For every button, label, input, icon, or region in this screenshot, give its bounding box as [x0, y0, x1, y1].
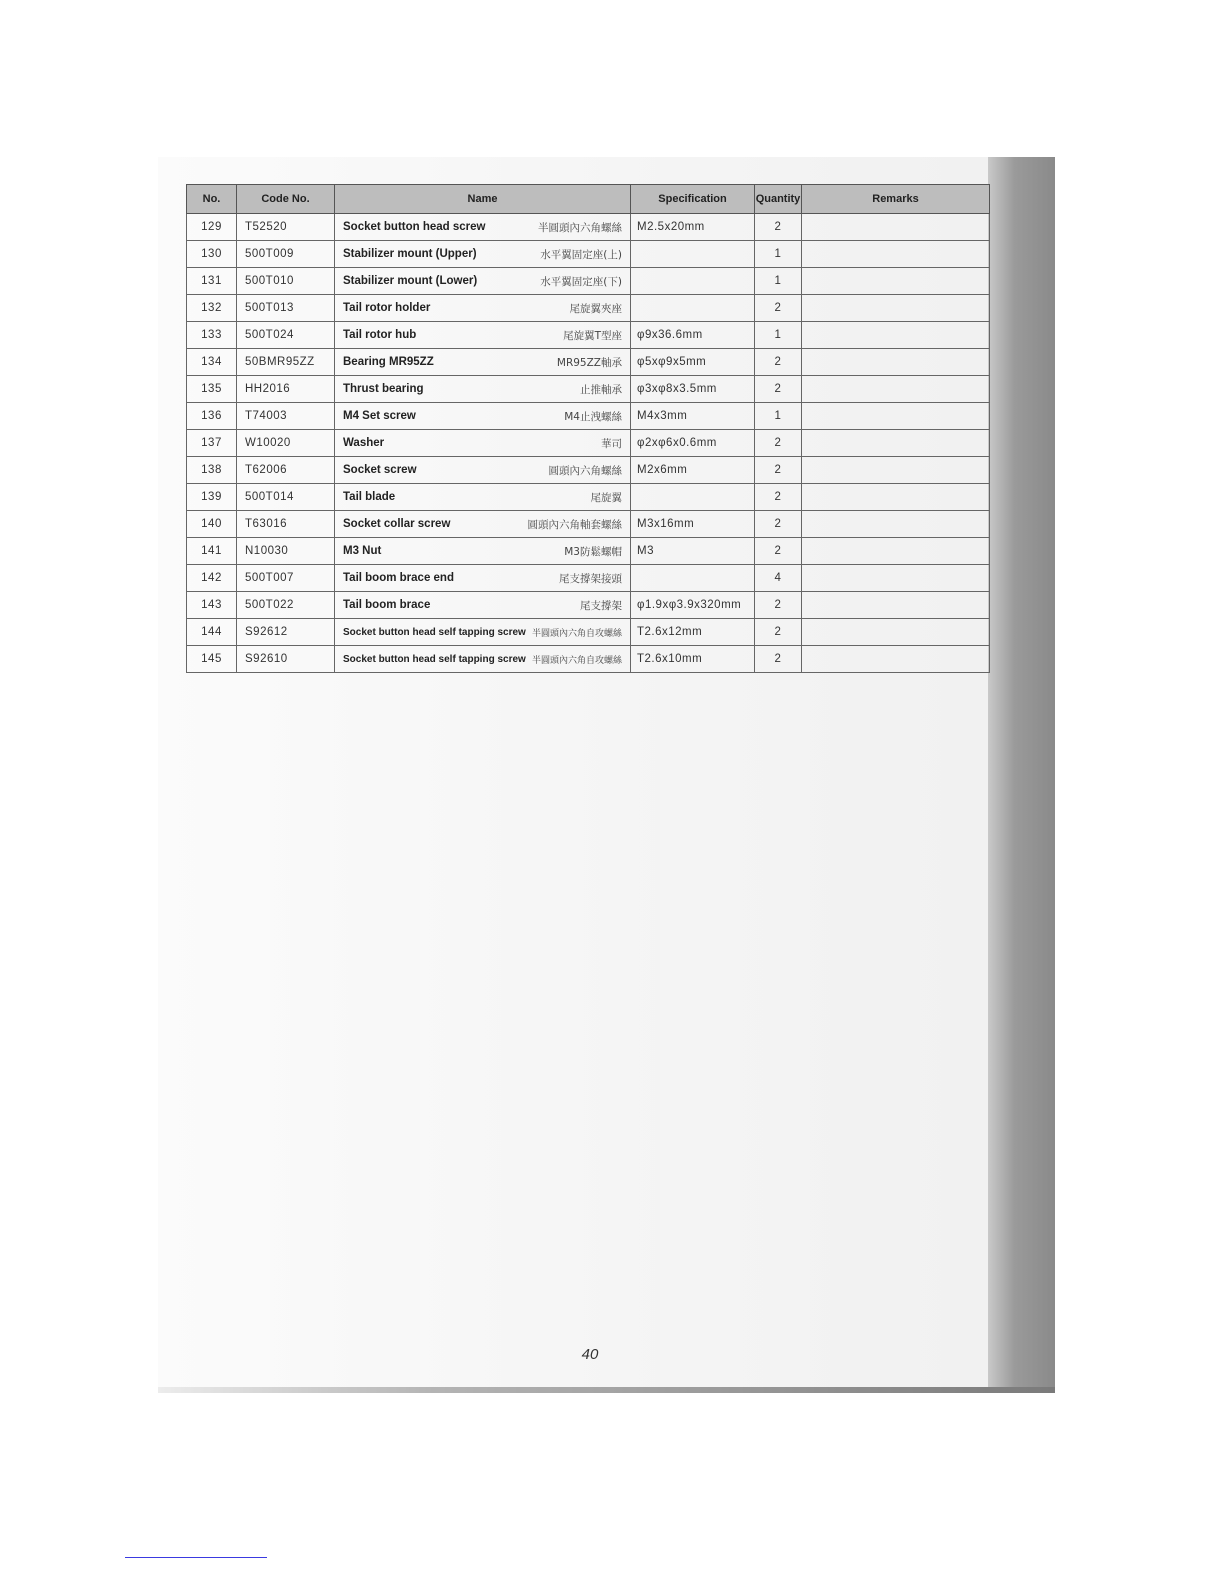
cell-specification: φ3xφ8x3.5mm — [631, 376, 755, 403]
table-header-row — [187, 185, 990, 214]
cell-code: 500T013 — [237, 295, 335, 322]
cell-remarks — [802, 646, 990, 673]
cell-name — [335, 619, 631, 646]
name-chinese: 圓頭內六角軸套螺絲 — [527, 518, 622, 531]
name-wrap — [343, 328, 622, 343]
name-chinese: M3防鬆螺帽 — [564, 545, 622, 558]
cell-no: 144 — [187, 619, 237, 646]
cell-quantity: 1 — [755, 403, 802, 430]
cell-remarks — [802, 430, 990, 457]
cell-quantity: 2 — [755, 646, 802, 673]
cell-specification: M4x3mm — [631, 403, 755, 430]
table-row — [187, 322, 990, 349]
name-chinese: 水平翼固定座(上) — [540, 248, 622, 261]
table-row — [187, 646, 990, 673]
cell-quantity: 1 — [755, 268, 802, 295]
cell-specification: M3 — [631, 538, 755, 565]
cell-name — [335, 241, 631, 268]
header-code: Code No. — [237, 185, 335, 214]
cell-quantity: 2 — [755, 511, 802, 538]
name-english: Socket button head self tapping screw — [343, 653, 526, 665]
table-row — [187, 268, 990, 295]
cell-code: 50BMR95ZZ — [237, 349, 335, 376]
cell-remarks — [802, 322, 990, 349]
cell-quantity: 2 — [755, 349, 802, 376]
name-wrap — [343, 626, 622, 639]
name-wrap — [343, 571, 622, 586]
cell-no: 145 — [187, 646, 237, 673]
name-chinese: 半圓頭內六角自攻螺絲 — [531, 655, 622, 666]
name-english: Tail blade — [343, 491, 396, 503]
name-chinese: 水平翼固定座(下) — [540, 275, 622, 288]
cell-remarks — [802, 538, 990, 565]
cell-remarks — [802, 484, 990, 511]
cell-code: T74003 — [237, 403, 335, 430]
cell-code: S92610 — [237, 646, 335, 673]
cell-remarks — [802, 565, 990, 592]
cell-remarks — [802, 268, 990, 295]
table-row — [187, 430, 990, 457]
cell-name — [335, 376, 631, 403]
cell-no: 136 — [187, 403, 237, 430]
cell-remarks — [802, 592, 990, 619]
cell-remarks — [802, 214, 990, 241]
cell-specification: φ9x36.6mm — [631, 322, 755, 349]
cell-quantity: 2 — [755, 376, 802, 403]
cell-quantity: 2 — [755, 430, 802, 457]
name-wrap — [343, 436, 622, 451]
header-remarks: Remarks — [802, 185, 990, 214]
table-row — [187, 295, 990, 322]
cell-name — [335, 484, 631, 511]
name-wrap — [343, 220, 622, 235]
cell-no: 138 — [187, 457, 237, 484]
cell-quantity: 2 — [755, 457, 802, 484]
cell-no: 132 — [187, 295, 237, 322]
table-row — [187, 241, 990, 268]
cell-specification: M2.5x20mm — [631, 214, 755, 241]
name-chinese: 半圓頭內六角螺絲 — [538, 221, 622, 234]
name-wrap — [343, 490, 622, 505]
cell-code: 500T024 — [237, 322, 335, 349]
cell-no: 134 — [187, 349, 237, 376]
cell-remarks — [802, 376, 990, 403]
name-english: Stabilizer mount (Upper) — [343, 248, 477, 260]
name-chinese: 止推軸承 — [580, 383, 622, 396]
name-english: Bearing MR95ZZ — [343, 356, 434, 368]
cell-code: T62006 — [237, 457, 335, 484]
cell-no: 129 — [187, 214, 237, 241]
cell-specification: φ1.9xφ3.9x320mm — [631, 592, 755, 619]
cell-quantity: 2 — [755, 619, 802, 646]
header-quantity: Quantity — [755, 185, 802, 214]
cell-code: T63016 — [237, 511, 335, 538]
cell-code: 500T010 — [237, 268, 335, 295]
page-number: 40 — [581, 1346, 599, 1363]
name-english: Tail rotor hub — [343, 329, 417, 341]
name-english: M4 Set screw — [343, 410, 416, 422]
name-wrap — [343, 409, 622, 424]
cell-quantity: 4 — [755, 565, 802, 592]
cell-quantity: 2 — [755, 538, 802, 565]
name-english: M3 Nut — [343, 545, 382, 557]
name-chinese: 華司 — [601, 437, 622, 450]
cell-name — [335, 430, 631, 457]
cell-specification — [631, 268, 755, 295]
cell-name — [335, 565, 631, 592]
binding-gutter-shadow — [988, 157, 1055, 1393]
name-wrap — [343, 247, 622, 262]
cell-specification — [631, 484, 755, 511]
cell-name — [335, 538, 631, 565]
name-wrap — [343, 274, 622, 289]
cell-name — [335, 295, 631, 322]
cell-no: 139 — [187, 484, 237, 511]
name-english: Tail boom brace — [343, 599, 431, 611]
name-english: Socket screw — [343, 464, 417, 476]
header-specification: Specification — [631, 185, 755, 214]
table-row — [187, 214, 990, 241]
cell-name — [335, 403, 631, 430]
name-chinese: 尾旋翼 — [590, 491, 622, 504]
cell-name — [335, 322, 631, 349]
table-row — [187, 565, 990, 592]
table-row — [187, 511, 990, 538]
name-wrap — [343, 463, 622, 478]
cell-name — [335, 646, 631, 673]
name-wrap — [343, 544, 622, 559]
table-row — [187, 376, 990, 403]
name-wrap — [343, 653, 622, 666]
cell-code: 500T014 — [237, 484, 335, 511]
cell-code: S92612 — [237, 619, 335, 646]
cell-no: 140 — [187, 511, 237, 538]
cell-specification: φ2xφ6x0.6mm — [631, 430, 755, 457]
cell-code: HH2016 — [237, 376, 335, 403]
cell-no: 141 — [187, 538, 237, 565]
name-english: Tail boom brace end — [343, 572, 454, 584]
header-no: No. — [187, 185, 237, 214]
cell-no: 142 — [187, 565, 237, 592]
cell-remarks — [802, 619, 990, 646]
cell-name — [335, 214, 631, 241]
name-chinese: MR95ZZ軸承 — [556, 356, 622, 369]
table-row — [187, 619, 990, 646]
name-chinese: M4止洩螺絲 — [564, 410, 622, 423]
cell-remarks — [802, 511, 990, 538]
name-english: Thrust bearing — [343, 383, 424, 395]
cell-remarks — [802, 295, 990, 322]
cell-specification: M2x6mm — [631, 457, 755, 484]
cell-no: 135 — [187, 376, 237, 403]
cell-specification: T2.6x10mm — [631, 646, 755, 673]
cell-code: 500T007 — [237, 565, 335, 592]
name-english: Socket collar screw — [343, 518, 451, 530]
cell-specification: T2.6x12mm — [631, 619, 755, 646]
cell-code: 500T022 — [237, 592, 335, 619]
cell-no: 133 — [187, 322, 237, 349]
cell-no: 130 — [187, 241, 237, 268]
name-wrap — [343, 301, 622, 316]
name-chinese: 尾支撐架接頭 — [559, 572, 622, 585]
cell-no: 137 — [187, 430, 237, 457]
name-english: Socket button head self tapping screw — [343, 626, 526, 638]
table-row — [187, 592, 990, 619]
table-row — [187, 484, 990, 511]
name-chinese: 尾支撐架 — [580, 599, 622, 612]
cell-code: N10030 — [237, 538, 335, 565]
cell-name — [335, 457, 631, 484]
name-wrap — [343, 382, 622, 397]
table-row — [187, 538, 990, 565]
cell-remarks — [802, 457, 990, 484]
cell-remarks — [802, 241, 990, 268]
cell-no: 143 — [187, 592, 237, 619]
table-row — [187, 403, 990, 430]
name-wrap — [343, 598, 622, 613]
cell-quantity: 2 — [755, 295, 802, 322]
cell-specification — [631, 241, 755, 268]
table-row — [187, 457, 990, 484]
name-english: Socket button head screw — [343, 221, 486, 233]
cell-quantity: 1 — [755, 322, 802, 349]
cell-specification — [631, 295, 755, 322]
cell-specification: φ5xφ9x5mm — [631, 349, 755, 376]
cell-remarks — [802, 403, 990, 430]
name-chinese: 尾旋翼T型座 — [563, 329, 622, 342]
cell-name — [335, 511, 631, 538]
name-chinese: 圓頭內六角螺絲 — [548, 464, 622, 477]
cell-code: T52520 — [237, 214, 335, 241]
cell-name — [335, 349, 631, 376]
cell-quantity: 1 — [755, 241, 802, 268]
cell-name — [335, 268, 631, 295]
cell-code: 500T009 — [237, 241, 335, 268]
name-chinese: 半圓頭內六角自攻螺絲 — [531, 628, 622, 639]
cell-name — [335, 592, 631, 619]
parts-table — [186, 184, 990, 673]
parts-table-body — [187, 214, 990, 673]
footnote-rule — [125, 1557, 267, 1558]
cell-specification — [631, 565, 755, 592]
name-english: Stabilizer mount (Lower) — [343, 275, 478, 287]
name-wrap — [343, 355, 622, 370]
name-chinese: 尾旋翼夾座 — [569, 302, 622, 315]
name-wrap — [343, 517, 622, 532]
page-bottom-edge — [158, 1387, 1055, 1393]
cell-remarks — [802, 349, 990, 376]
cell-quantity: 2 — [755, 592, 802, 619]
cell-specification: M3x16mm — [631, 511, 755, 538]
cell-no: 131 — [187, 268, 237, 295]
cell-quantity: 2 — [755, 214, 802, 241]
cell-quantity: 2 — [755, 484, 802, 511]
name-english: Tail rotor holder — [343, 302, 431, 314]
name-english: Washer — [343, 437, 385, 449]
header-name: Name — [335, 185, 631, 214]
table-row — [187, 349, 990, 376]
cell-code: W10020 — [237, 430, 335, 457]
